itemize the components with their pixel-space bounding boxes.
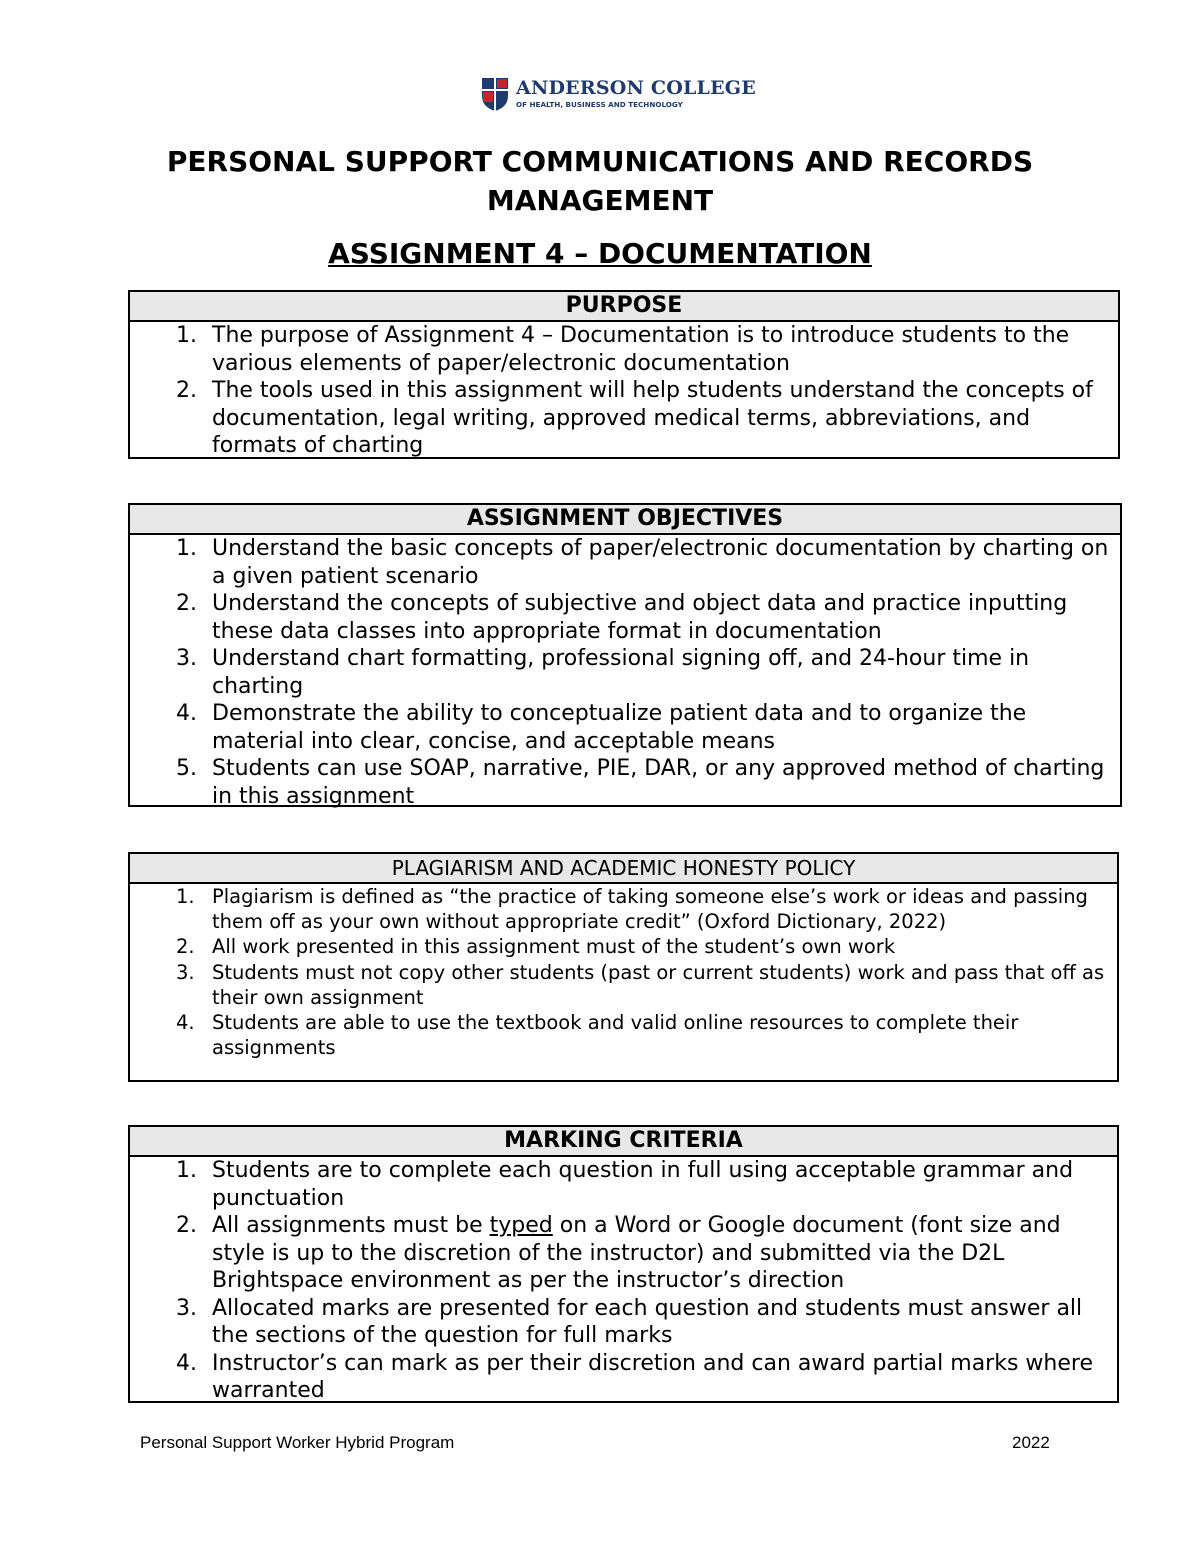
list-item-text: Students are to complete each question in full using acceptable grammar and punctuation xyxy=(212,1158,1074,1211)
plagiarism-heading: PLAGIARISM AND ACADEMIC HONESTY POLICY xyxy=(130,854,1117,884)
list-item xyxy=(130,1295,1117,1350)
list-item xyxy=(130,700,1120,755)
plagiarism-list xyxy=(130,884,1117,1060)
list-number: 3. xyxy=(176,960,195,984)
list-item-text: Plagiarism is defined as “the practice of taking someone else’s work or ideas and passing them off as your own without appropriate credit” (Oxford Dictionary, 2022) xyxy=(212,885,1088,934)
purpose-section xyxy=(128,290,1120,459)
footer-year: 2022 xyxy=(1012,1433,1050,1452)
list-item xyxy=(130,1157,1117,1212)
list-item-text-part: All assignments must be xyxy=(212,1213,490,1238)
list-number: 2. xyxy=(176,935,195,959)
college-crest-icon xyxy=(480,76,510,112)
list-item-text: Instructor’s can mark as per their discretion and can award partial marks where warranted xyxy=(212,1350,1093,1403)
marking-list xyxy=(130,1157,1117,1405)
purpose-heading: PURPOSE xyxy=(130,292,1118,322)
list-item-text: Understand the concepts of subjective and object data and practice inputting these data classes into appropriate format in documentation xyxy=(212,591,1068,644)
list-number: 1. xyxy=(176,885,195,908)
list-item xyxy=(130,535,1120,590)
list-number: 2. xyxy=(176,591,197,616)
objectives-list xyxy=(130,535,1120,810)
list-number: 4. xyxy=(176,1011,195,1035)
list-item xyxy=(130,1350,1117,1405)
list-item-text: Demonstrate the ability to conceptualize patient data and to organize the material into clear, concise, and acceptable means xyxy=(212,701,1027,754)
list-item xyxy=(130,322,1118,377)
purpose-list xyxy=(130,322,1118,460)
list-item-text: Students must not copy other students (past or current students) work and pass that off as their own assignment xyxy=(212,960,1105,1009)
plagiarism-section xyxy=(128,852,1119,1082)
list-item-text: Students can use SOAP, narrative, PIE, DAR, or any approved method of charting in this assignment xyxy=(212,756,1105,809)
marking-heading: MARKING CRITERIA xyxy=(130,1127,1117,1157)
list-item xyxy=(130,645,1120,700)
list-number: 1. xyxy=(176,1158,197,1183)
list-item-text: Students are able to use the textbook and valid online resources to complete their assignments xyxy=(212,1011,1019,1060)
assignment-title: ASSIGNMENT 4 – DOCUMENTATION xyxy=(328,237,872,270)
list-number: 4. xyxy=(176,701,197,726)
list-item xyxy=(130,934,1117,959)
list-item-text: All work presented in this assignment must of the student’s own work xyxy=(212,935,896,959)
list-number: 2. xyxy=(176,1213,197,1238)
list-item-text: Understand chart formatting, professional signing off, and 24-hour time in charting xyxy=(212,646,1030,699)
list-number: 4. xyxy=(176,1350,197,1376)
footer-program: Personal Support Worker Hybrid Program xyxy=(140,1433,455,1452)
list-item-text: The tools used in this assignment will help students understand the concepts of documentation, legal writing, approved medical terms, abbreviations, and formats of charting xyxy=(212,378,1093,458)
list-item-text: Understand the basic concepts of paper/electronic documentation by charting on a given patient scenario xyxy=(212,536,1109,589)
list-item-text: The purpose of Assignment 4 – Documentation is to introduce students to the various elements of paper/electronic documentation xyxy=(212,323,1070,376)
list-item xyxy=(130,884,1117,934)
list-item xyxy=(130,1010,1117,1060)
list-item-text: Allocated marks are presented for each question and students must answer all the sections of the question for full marks xyxy=(212,1295,1083,1348)
list-item xyxy=(130,960,1117,1010)
logo-subtitle: OF HEALTH, BUSINESS AND TECHNOLOGY xyxy=(516,100,683,110)
list-item-text-part: on a Word or Google document (font size and style is up to the discretion of the instructor) and submitted via the D2L Brightspace environment as per the instructor’s direction xyxy=(212,1213,1061,1293)
list-number: 2. xyxy=(176,378,197,403)
list-item-text xyxy=(212,1213,1061,1293)
list-number: 1. xyxy=(176,536,197,561)
college-logo xyxy=(480,70,756,118)
list-number: 1. xyxy=(176,323,197,348)
document-title: PERSONAL SUPPORT COMMUNICATIONS AND RECORDS MANAGEMENT xyxy=(166,145,1034,217)
logo-name: ANDERSON COLLEGE xyxy=(516,77,756,100)
list-item xyxy=(130,377,1118,460)
list-number: 3. xyxy=(176,1295,197,1321)
marking-section xyxy=(128,1125,1119,1403)
list-item xyxy=(130,1212,1117,1295)
list-number: 3. xyxy=(176,646,197,671)
list-item xyxy=(130,590,1120,645)
underlined-word: typed xyxy=(489,1213,553,1238)
list-item xyxy=(130,755,1120,810)
objectives-heading: ASSIGNMENT OBJECTIVES xyxy=(130,505,1120,535)
list-number: 5. xyxy=(176,756,197,781)
objectives-section xyxy=(128,503,1122,807)
